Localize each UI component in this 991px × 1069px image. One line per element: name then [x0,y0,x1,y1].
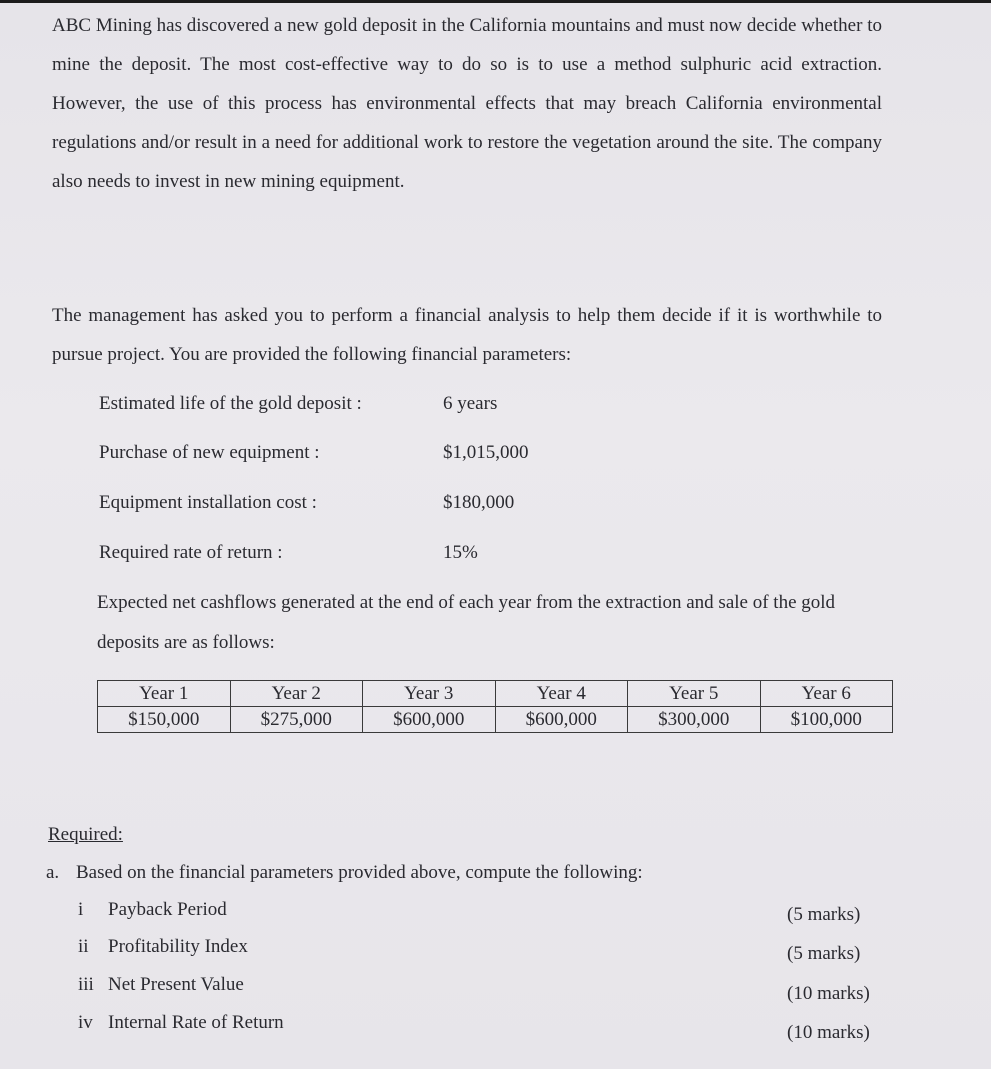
question-item [78,936,248,958]
year-cell: Year 3 [363,681,496,707]
year-cell: Year 1 [98,681,231,707]
photo-top-edge [0,0,991,3]
parameter-value: $180,000 [443,492,515,513]
year-cell: Year 4 [495,681,628,707]
amount-cell: $600,000 [495,707,628,733]
amount-cell: $275,000 [230,707,363,733]
year-cell: Year 5 [628,681,761,707]
management-paragraph: The management has asked you to perform a financial analysis to help them decide if it is worthwhile to pursue project. You are provided the following financial parameters: [52,305,882,365]
amount-cell: $300,000 [628,707,761,733]
item-text: Net Present Value [108,974,244,995]
intro-paragraph: ABC Mining has discovered a new gold deposit in the California mountains and must now decide whether to mine the deposit. The most cost-effective way to do so is to use a method sulphuric acid extraction. However, the use of this process has environmental effects that may breach California environmental regulations and/or result in a need for additional work to restore the vegetation around the site. The company also needs to invest in new mining equipment. [52,15,882,192]
parameter-value: $1,015,000 [443,442,529,463]
parameter-value: 15% [443,542,478,563]
year-cell: Year 2 [230,681,363,707]
amount-cell: $150,000 [98,707,231,733]
amount-cell: $100,000 [760,707,893,733]
cashflow-year-row [98,681,893,707]
question-item [78,1012,284,1034]
year-cell: Year 6 [760,681,893,707]
item-marks: (5 marks) [787,943,861,964]
parameter-label: Purchase of new equipment : [99,442,320,463]
question-label: a. [46,862,60,883]
question-item [78,974,244,996]
item-number: ii [78,936,89,957]
amount-cell: $600,000 [363,707,496,733]
question-item [78,899,227,921]
item-text: Profitability Index [108,936,248,957]
parameter-label: Required rate of return : [99,542,283,563]
question-text: Based on the financial parameters provided above, compute the following: [76,862,643,883]
cashflow-amount-row [98,707,893,733]
item-number: iii [78,974,94,995]
item-marks: (10 marks) [787,983,870,1004]
cashflow-table [97,680,893,733]
item-number: iv [78,1012,93,1033]
parameter-label: Estimated life of the gold deposit : [99,393,362,414]
parameter-value: 6 years [443,393,498,414]
parameter-label: Equipment installation cost : [99,492,317,513]
item-number: i [78,899,84,920]
cashflow-intro: Expected net cashflows generated at the end of each year from the extraction and sale of the gold deposits are as follows: [97,592,836,653]
item-text: Internal Rate of Return [108,1012,284,1033]
item-text: Payback Period [108,899,227,920]
item-marks: (10 marks) [787,1022,870,1043]
required-title: Required: [48,824,123,845]
item-marks: (5 marks) [787,904,861,925]
